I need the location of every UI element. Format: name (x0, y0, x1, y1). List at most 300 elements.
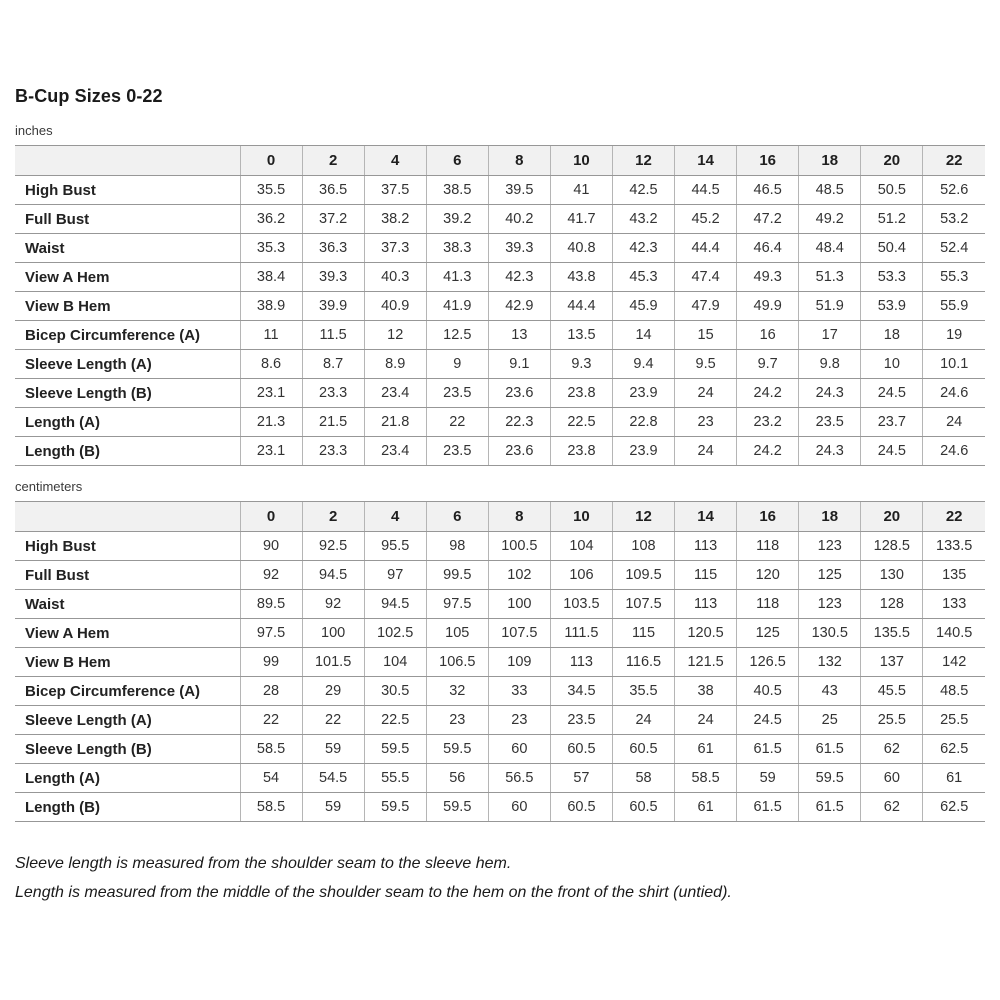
measurement-value: 8.7 (302, 350, 364, 379)
measurement-value: 104 (550, 532, 612, 561)
measurement-value: 58.5 (675, 764, 737, 793)
measurement-label: Length (A) (15, 408, 240, 437)
measurement-value: 52.6 (923, 176, 985, 205)
measurement-value: 49.2 (799, 205, 861, 234)
measurement-value: 48.4 (799, 234, 861, 263)
measurement-value: 24.5 (861, 437, 923, 466)
measurement-label: View A Hem (15, 619, 240, 648)
measurement-value: 42.3 (612, 234, 674, 263)
measurement-value: 12.5 (426, 321, 488, 350)
measurement-value: 44.4 (550, 292, 612, 321)
measurement-value: 126.5 (737, 648, 799, 677)
measurement-value: 40.8 (550, 234, 612, 263)
measurement-value: 44.5 (675, 176, 737, 205)
measurement-value: 60.5 (550, 793, 612, 822)
measurement-value: 98 (426, 532, 488, 561)
measurement-value: 9.3 (550, 350, 612, 379)
measurement-value: 25.5 (923, 706, 985, 735)
measurement-value: 130.5 (799, 619, 861, 648)
measurement-value: 24 (923, 408, 985, 437)
measurement-value: 23.6 (488, 379, 550, 408)
measurement-value: 11 (240, 321, 302, 350)
measurement-value: 123 (799, 590, 861, 619)
measurement-value: 51.2 (861, 205, 923, 234)
measurement-value: 38.9 (240, 292, 302, 321)
measurement-value: 22 (240, 706, 302, 735)
measurement-value: 35.5 (240, 176, 302, 205)
measurement-value: 100 (488, 590, 550, 619)
measurement-value: 113 (550, 648, 612, 677)
measurement-value: 11.5 (302, 321, 364, 350)
measurement-value: 34.5 (550, 677, 612, 706)
measurement-value: 30.5 (364, 677, 426, 706)
measurement-value: 120 (737, 561, 799, 590)
measurement-value: 61 (923, 764, 985, 793)
measurement-value: 21.8 (364, 408, 426, 437)
measurement-value: 18 (861, 321, 923, 350)
measurement-value: 14 (612, 321, 674, 350)
measurement-row (15, 619, 985, 648)
size-column-header: 4 (364, 502, 426, 532)
measurement-value: 13 (488, 321, 550, 350)
measurement-value: 42.5 (612, 176, 674, 205)
measurement-value: 118 (737, 532, 799, 561)
measurement-value: 47.9 (675, 292, 737, 321)
measurement-notes (15, 849, 985, 907)
size-column-header: 16 (737, 146, 799, 176)
measurement-label: Length (B) (15, 437, 240, 466)
measurement-value: 43 (799, 677, 861, 706)
measurement-value: 19 (923, 321, 985, 350)
measurement-value: 24.6 (923, 437, 985, 466)
measurement-value: 135.5 (861, 619, 923, 648)
measurement-value: 43.2 (612, 205, 674, 234)
measurement-value: 50.5 (861, 176, 923, 205)
measurement-label: Full Bust (15, 205, 240, 234)
measurement-value: 36.2 (240, 205, 302, 234)
measurement-label: Waist (15, 234, 240, 263)
measurement-value: 60.5 (550, 735, 612, 764)
measurement-value: 23.2 (737, 408, 799, 437)
size-column-header: 8 (488, 502, 550, 532)
measurement-value: 133 (923, 590, 985, 619)
measurement-value: 24.5 (861, 379, 923, 408)
measurement-value: 24.2 (737, 379, 799, 408)
measurement-value: 61.5 (799, 793, 861, 822)
measurement-value: 38.4 (240, 263, 302, 292)
measurement-value: 102 (488, 561, 550, 590)
measurement-value: 23.4 (364, 379, 426, 408)
size-column-header: 2 (302, 502, 364, 532)
measurement-value: 61 (675, 735, 737, 764)
measurement-value: 23.1 (240, 379, 302, 408)
measurement-row (15, 764, 985, 793)
measurement-value: 23.7 (861, 408, 923, 437)
measurement-value: 32 (426, 677, 488, 706)
measurement-value: 22.3 (488, 408, 550, 437)
measurement-label: High Bust (15, 176, 240, 205)
measurement-value: 40.3 (364, 263, 426, 292)
measurement-value: 115 (675, 561, 737, 590)
measurement-value: 142 (923, 648, 985, 677)
measurement-value: 23.5 (426, 437, 488, 466)
measurement-value: 23 (426, 706, 488, 735)
measurement-row (15, 350, 985, 379)
size-column-header: 10 (550, 146, 612, 176)
measurement-value: 109.5 (612, 561, 674, 590)
measurement-value: 23.1 (240, 437, 302, 466)
size-column-header: 10 (550, 502, 612, 532)
measurement-row (15, 532, 985, 561)
measurement-value: 24.3 (799, 379, 861, 408)
size-column-header: 12 (612, 146, 674, 176)
measurement-value: 24 (612, 706, 674, 735)
measurement-value: 23.4 (364, 437, 426, 466)
measurement-value: 24.6 (923, 379, 985, 408)
measurement-label: Sleeve Length (A) (15, 350, 240, 379)
measurement-value: 28 (240, 677, 302, 706)
measurement-value: 36.3 (302, 234, 364, 263)
measurement-label: View B Hem (15, 292, 240, 321)
measurement-value: 25 (799, 706, 861, 735)
measurement-value: 133.5 (923, 532, 985, 561)
measurement-value: 113 (675, 532, 737, 561)
measurement-value: 45.9 (612, 292, 674, 321)
measurement-value: 23.9 (612, 437, 674, 466)
measurement-value: 107.5 (488, 619, 550, 648)
measurement-value: 9.4 (612, 350, 674, 379)
measurement-value: 97.5 (426, 590, 488, 619)
measurement-value: 37.3 (364, 234, 426, 263)
measurement-value: 38.5 (426, 176, 488, 205)
measurement-label: Length (B) (15, 793, 240, 822)
measurement-value: 45.5 (861, 677, 923, 706)
measurement-value: 107.5 (612, 590, 674, 619)
measurement-value: 101.5 (302, 648, 364, 677)
measurement-value: 121.5 (675, 648, 737, 677)
measurement-value: 38.3 (426, 234, 488, 263)
measurement-value: 100.5 (488, 532, 550, 561)
measurement-value: 35.5 (612, 677, 674, 706)
measurement-value: 45.2 (675, 205, 737, 234)
size-column-header: 20 (861, 502, 923, 532)
size-table-centimeters (15, 501, 985, 822)
measurement-value: 40.9 (364, 292, 426, 321)
measurement-label: View A Hem (15, 263, 240, 292)
measurement-value: 59.5 (426, 735, 488, 764)
measurement-value: 128 (861, 590, 923, 619)
corner-cell (15, 502, 240, 532)
measurement-value: 10 (861, 350, 923, 379)
measurement-value: 62.5 (923, 793, 985, 822)
measurement-value: 53.2 (923, 205, 985, 234)
measurement-value: 94.5 (364, 590, 426, 619)
measurement-row (15, 706, 985, 735)
measurement-value: 137 (861, 648, 923, 677)
measurement-value: 60.5 (612, 735, 674, 764)
measurement-value: 106 (550, 561, 612, 590)
measurement-value: 50.4 (861, 234, 923, 263)
size-header-row (15, 146, 985, 176)
measurement-value: 48.5 (923, 677, 985, 706)
measurement-value: 22.8 (612, 408, 674, 437)
measurement-row (15, 437, 985, 466)
measurement-value: 111.5 (550, 619, 612, 648)
measurement-label: Length (A) (15, 764, 240, 793)
measurement-value: 51.9 (799, 292, 861, 321)
measurement-value: 58.5 (240, 735, 302, 764)
measurement-value: 41.7 (550, 205, 612, 234)
measurement-value: 29 (302, 677, 364, 706)
size-column-header: 2 (302, 146, 364, 176)
measurement-value: 53.3 (861, 263, 923, 292)
measurement-value: 9.5 (675, 350, 737, 379)
measurement-value: 123 (799, 532, 861, 561)
measurement-value: 108 (612, 532, 674, 561)
measurement-value: 23.3 (302, 437, 364, 466)
measurement-value: 25.5 (861, 706, 923, 735)
measurement-value: 22.5 (364, 706, 426, 735)
measurement-value: 55.9 (923, 292, 985, 321)
measurement-value: 39.5 (488, 176, 550, 205)
measurement-value: 104 (364, 648, 426, 677)
measurement-value: 22 (302, 706, 364, 735)
measurement-value: 102.5 (364, 619, 426, 648)
measurement-value: 55.5 (364, 764, 426, 793)
measurement-value: 9.1 (488, 350, 550, 379)
size-table-inches (15, 145, 985, 466)
measurement-value: 60 (861, 764, 923, 793)
measurement-value: 38 (675, 677, 737, 706)
measurement-value: 49.9 (737, 292, 799, 321)
measurement-value: 61.5 (737, 793, 799, 822)
size-column-header: 12 (612, 502, 674, 532)
measurement-value: 58 (612, 764, 674, 793)
measurement-value: 13.5 (550, 321, 612, 350)
measurement-label: View B Hem (15, 648, 240, 677)
measurement-row (15, 590, 985, 619)
size-header-row (15, 502, 985, 532)
measurement-value: 45.3 (612, 263, 674, 292)
measurement-value: 105 (426, 619, 488, 648)
measurement-row (15, 648, 985, 677)
measurement-value: 113 (675, 590, 737, 619)
measurement-value: 92 (240, 561, 302, 590)
measurement-value: 90 (240, 532, 302, 561)
measurement-value: 59 (302, 735, 364, 764)
measurement-value: 36.5 (302, 176, 364, 205)
measurement-value: 8.9 (364, 350, 426, 379)
measurement-row (15, 793, 985, 822)
measurement-value: 132 (799, 648, 861, 677)
size-column-header: 14 (675, 502, 737, 532)
measurement-value: 39.3 (302, 263, 364, 292)
measurement-value: 89.5 (240, 590, 302, 619)
size-column-header: 16 (737, 502, 799, 532)
measurement-value: 38.2 (364, 205, 426, 234)
measurement-value: 52.4 (923, 234, 985, 263)
measurement-value: 42.3 (488, 263, 550, 292)
measurement-value: 125 (799, 561, 861, 590)
measurement-row (15, 561, 985, 590)
measurement-value: 140.5 (923, 619, 985, 648)
measurement-value: 49.3 (737, 263, 799, 292)
corner-cell (15, 146, 240, 176)
measurement-value: 22.5 (550, 408, 612, 437)
measurement-value: 12 (364, 321, 426, 350)
measurement-value: 24.5 (737, 706, 799, 735)
measurement-value: 116.5 (612, 648, 674, 677)
measurement-value: 44.4 (675, 234, 737, 263)
measurement-value: 47.4 (675, 263, 737, 292)
measurement-value: 59.5 (364, 793, 426, 822)
size-column-header: 18 (799, 502, 861, 532)
measurement-value: 94.5 (302, 561, 364, 590)
measurement-row (15, 321, 985, 350)
measurement-value: 103.5 (550, 590, 612, 619)
measurement-value: 41 (550, 176, 612, 205)
page-title: B-Cup Sizes 0-22 (15, 86, 163, 106)
measurement-row (15, 408, 985, 437)
measurement-value: 135 (923, 561, 985, 590)
measurement-value: 99.5 (426, 561, 488, 590)
measurement-value: 46.5 (737, 176, 799, 205)
size-column-header: 0 (240, 146, 302, 176)
measurement-row (15, 234, 985, 263)
measurement-value: 92.5 (302, 532, 364, 561)
measurement-value: 16 (737, 321, 799, 350)
measurement-row (15, 735, 985, 764)
measurement-value: 54 (240, 764, 302, 793)
size-column-header: 6 (426, 502, 488, 532)
measurement-label: Full Bust (15, 561, 240, 590)
measurement-value: 60 (488, 735, 550, 764)
measurement-value: 118 (737, 590, 799, 619)
measurement-value: 22 (426, 408, 488, 437)
measurement-value: 43.8 (550, 263, 612, 292)
measurement-row (15, 677, 985, 706)
measurement-label: Waist (15, 590, 240, 619)
measurement-value: 54.5 (302, 764, 364, 793)
measurement-value: 109 (488, 648, 550, 677)
measurement-value: 21.3 (240, 408, 302, 437)
measurement-value: 24.2 (737, 437, 799, 466)
measurement-value: 39.2 (426, 205, 488, 234)
measurement-value: 120.5 (675, 619, 737, 648)
measurement-value: 23.5 (799, 408, 861, 437)
measurement-label: Bicep Circumference (A) (15, 321, 240, 350)
measurement-value: 8.6 (240, 350, 302, 379)
measurement-value: 62.5 (923, 735, 985, 764)
measurement-value: 92 (302, 590, 364, 619)
measurement-value: 115 (612, 619, 674, 648)
measurement-row (15, 205, 985, 234)
measurement-value: 59 (737, 764, 799, 793)
size-column-header: 14 (675, 146, 737, 176)
measurement-value: 61.5 (737, 735, 799, 764)
measurement-label: Sleeve Length (B) (15, 379, 240, 408)
measurement-value: 55.3 (923, 263, 985, 292)
measurement-value: 23.5 (550, 706, 612, 735)
measurement-value: 106.5 (426, 648, 488, 677)
measurement-value: 23.8 (550, 379, 612, 408)
measurement-label: Bicep Circumference (A) (15, 677, 240, 706)
size-column-header: 22 (923, 146, 985, 176)
measurement-value: 23 (675, 408, 737, 437)
measurement-row (15, 176, 985, 205)
measurement-value: 59.5 (426, 793, 488, 822)
measurement-value: 130 (861, 561, 923, 590)
measurement-value: 33 (488, 677, 550, 706)
measurement-label: Sleeve Length (A) (15, 706, 240, 735)
measurement-value: 62 (861, 735, 923, 764)
measurement-value: 128.5 (861, 532, 923, 561)
measurement-value: 35.3 (240, 234, 302, 263)
measurement-value: 24 (675, 706, 737, 735)
measurement-value: 97.5 (240, 619, 302, 648)
measurement-value: 56.5 (488, 764, 550, 793)
measurement-row (15, 263, 985, 292)
size-column-header: 18 (799, 146, 861, 176)
measurement-value: 23.6 (488, 437, 550, 466)
measurement-value: 57 (550, 764, 612, 793)
measurement-value: 24 (675, 437, 737, 466)
measurement-row (15, 379, 985, 408)
measurement-label: High Bust (15, 532, 240, 561)
size-column-header: 20 (861, 146, 923, 176)
note-sleeve-length: Sleeve length is measured from the shoulder seam to the sleeve hem. (15, 855, 512, 872)
measurement-value: 46.4 (737, 234, 799, 263)
unit-label-centimeters: centimeters (15, 479, 83, 494)
measurement-value: 42.9 (488, 292, 550, 321)
size-column-header: 0 (240, 502, 302, 532)
measurement-value: 39.9 (302, 292, 364, 321)
measurement-value: 24 (675, 379, 737, 408)
measurement-value: 21.5 (302, 408, 364, 437)
measurement-value: 15 (675, 321, 737, 350)
measurement-value: 23 (488, 706, 550, 735)
measurement-value: 24.3 (799, 437, 861, 466)
note-length: Length is measured from the middle of the shoulder seam to the hem on the front of the shirt (untied). (15, 884, 732, 901)
measurement-value: 23.5 (426, 379, 488, 408)
size-column-header: 8 (488, 146, 550, 176)
measurement-value: 9.7 (737, 350, 799, 379)
measurement-value: 47.2 (737, 205, 799, 234)
measurement-label: Sleeve Length (B) (15, 735, 240, 764)
measurement-value: 60 (488, 793, 550, 822)
measurement-value: 59.5 (799, 764, 861, 793)
measurement-value: 61 (675, 793, 737, 822)
measurement-value: 23.9 (612, 379, 674, 408)
measurement-value: 39.3 (488, 234, 550, 263)
measurement-value: 48.5 (799, 176, 861, 205)
measurement-value: 41.9 (426, 292, 488, 321)
measurement-value: 125 (737, 619, 799, 648)
measurement-value: 40.5 (737, 677, 799, 706)
unit-label-inches: inches (15, 123, 53, 138)
measurement-value: 58.5 (240, 793, 302, 822)
measurement-value: 61.5 (799, 735, 861, 764)
measurement-value: 97 (364, 561, 426, 590)
measurement-value: 100 (302, 619, 364, 648)
measurement-value: 99 (240, 648, 302, 677)
measurement-value: 9 (426, 350, 488, 379)
size-column-header: 4 (364, 146, 426, 176)
measurement-value: 10.1 (923, 350, 985, 379)
size-column-header: 6 (426, 146, 488, 176)
measurement-value: 59 (302, 793, 364, 822)
measurement-value: 40.2 (488, 205, 550, 234)
